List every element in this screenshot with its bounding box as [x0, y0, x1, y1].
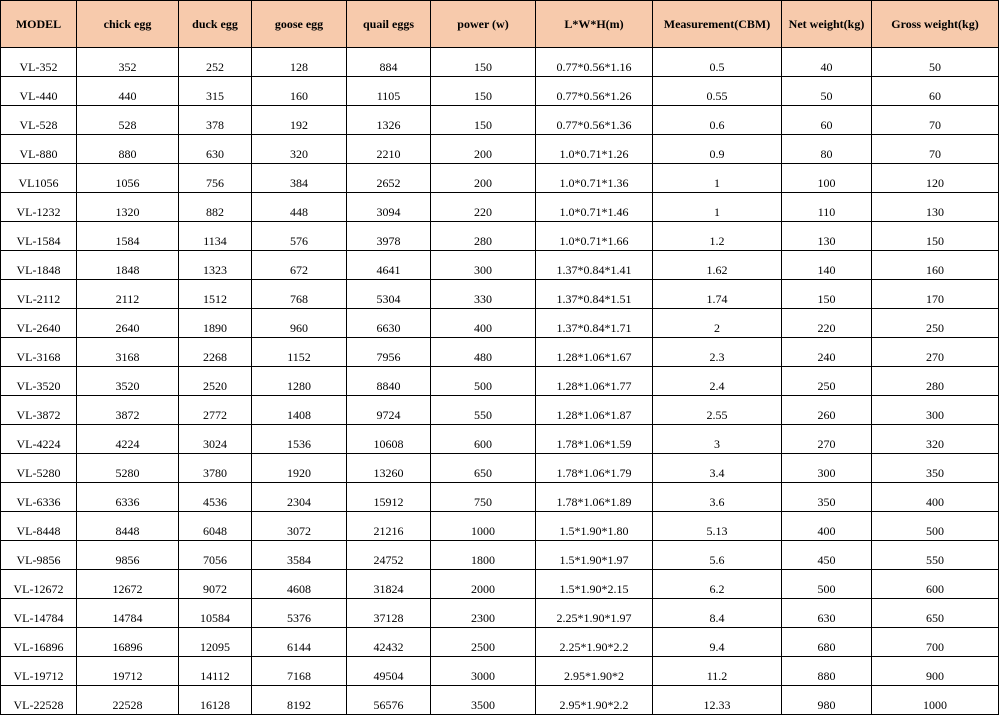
goose-egg-cell: 768	[252, 280, 347, 309]
dimensions-cell: 1.28*1.06*1.67	[536, 338, 653, 367]
gross-weight-cell: 1000	[872, 686, 999, 715]
model-cell: VL-880	[1, 135, 77, 164]
duck-egg-cell: 14112	[179, 657, 252, 686]
measurement-cell: 3.6	[653, 483, 782, 512]
gross-weight-cell: 160	[872, 251, 999, 280]
dimensions-cell: 1.28*1.06*1.87	[536, 396, 653, 425]
dimensions-cell: 1.5*1.90*1.97	[536, 541, 653, 570]
power-cell: 550	[431, 396, 536, 425]
duck-egg-cell: 7056	[179, 541, 252, 570]
duck-egg-cell: 6048	[179, 512, 252, 541]
dimensions-cell: 1.0*0.71*1.66	[536, 222, 653, 251]
quail-eggs-cell: 37128	[347, 599, 431, 628]
gross-weight-cell: 400	[872, 483, 999, 512]
net-weight-cell: 980	[782, 686, 872, 715]
net-weight-cell: 630	[782, 599, 872, 628]
model-cell: VL-9856	[1, 541, 77, 570]
measurement-cell: 0.5	[653, 48, 782, 77]
dimensions-cell: 1.28*1.06*1.77	[536, 367, 653, 396]
chick-egg-cell: 3168	[77, 338, 179, 367]
goose-egg-cell: 4608	[252, 570, 347, 599]
table-row	[1, 164, 999, 193]
header-chick-egg: chick egg	[77, 1, 179, 48]
measurement-cell: 1	[653, 193, 782, 222]
goose-egg-cell: 1536	[252, 425, 347, 454]
measurement-cell: 2.55	[653, 396, 782, 425]
chick-egg-cell: 6336	[77, 483, 179, 512]
net-weight-cell: 500	[782, 570, 872, 599]
goose-egg-cell: 3584	[252, 541, 347, 570]
dimensions-cell: 1.5*1.90*1.80	[536, 512, 653, 541]
measurement-cell: 1	[653, 164, 782, 193]
quail-eggs-cell: 24752	[347, 541, 431, 570]
header-quail-eggs: quail eggs	[347, 1, 431, 48]
goose-egg-cell: 6144	[252, 628, 347, 657]
quail-eggs-cell: 3094	[347, 193, 431, 222]
model-cell: VL-440	[1, 77, 77, 106]
dimensions-cell: 1.78*1.06*1.59	[536, 425, 653, 454]
gross-weight-cell: 270	[872, 338, 999, 367]
gross-weight-cell: 500	[872, 512, 999, 541]
gross-weight-cell: 150	[872, 222, 999, 251]
table-body	[1, 48, 999, 715]
duck-egg-cell: 16128	[179, 686, 252, 715]
net-weight-cell: 130	[782, 222, 872, 251]
chick-egg-cell: 352	[77, 48, 179, 77]
net-weight-cell: 680	[782, 628, 872, 657]
dimensions-cell: 1.78*1.06*1.89	[536, 483, 653, 512]
header-row	[1, 1, 999, 48]
goose-egg-cell: 3072	[252, 512, 347, 541]
power-cell: 1800	[431, 541, 536, 570]
quail-eggs-cell: 2210	[347, 135, 431, 164]
chick-egg-cell: 1848	[77, 251, 179, 280]
net-weight-cell: 220	[782, 309, 872, 338]
model-cell: VL-16896	[1, 628, 77, 657]
chick-egg-cell: 880	[77, 135, 179, 164]
goose-egg-cell: 192	[252, 106, 347, 135]
dimensions-cell: 2.25*1.90*2.2	[536, 628, 653, 657]
quail-eggs-cell: 4641	[347, 251, 431, 280]
chick-egg-cell: 1320	[77, 193, 179, 222]
chick-egg-cell: 2640	[77, 309, 179, 338]
measurement-cell: 2.3	[653, 338, 782, 367]
goose-egg-cell: 128	[252, 48, 347, 77]
duck-egg-cell: 2268	[179, 338, 252, 367]
duck-egg-cell: 4536	[179, 483, 252, 512]
measurement-cell: 1.74	[653, 280, 782, 309]
model-cell: VL-19712	[1, 657, 77, 686]
quail-eggs-cell: 13260	[347, 454, 431, 483]
power-cell: 500	[431, 367, 536, 396]
chick-egg-cell: 4224	[77, 425, 179, 454]
table-row	[1, 657, 999, 686]
quail-eggs-cell: 6630	[347, 309, 431, 338]
quail-eggs-cell: 56576	[347, 686, 431, 715]
duck-egg-cell: 12095	[179, 628, 252, 657]
measurement-cell: 11.2	[653, 657, 782, 686]
measurement-cell: 0.9	[653, 135, 782, 164]
model-cell: VL-1584	[1, 222, 77, 251]
chick-egg-cell: 19712	[77, 657, 179, 686]
header-duck-egg: duck egg	[179, 1, 252, 48]
dimensions-cell: 2.95*1.90*2	[536, 657, 653, 686]
duck-egg-cell: 9072	[179, 570, 252, 599]
net-weight-cell: 100	[782, 164, 872, 193]
net-weight-cell: 450	[782, 541, 872, 570]
quail-eggs-cell: 9724	[347, 396, 431, 425]
power-cell: 400	[431, 309, 536, 338]
chick-egg-cell: 5280	[77, 454, 179, 483]
measurement-cell: 2	[653, 309, 782, 338]
measurement-cell: 5.6	[653, 541, 782, 570]
table-row	[1, 251, 999, 280]
duck-egg-cell: 1890	[179, 309, 252, 338]
goose-egg-cell: 384	[252, 164, 347, 193]
model-cell: VL-1232	[1, 193, 77, 222]
goose-egg-cell: 1280	[252, 367, 347, 396]
chick-egg-cell: 12672	[77, 570, 179, 599]
measurement-cell: 5.13	[653, 512, 782, 541]
power-cell: 220	[431, 193, 536, 222]
quail-eggs-cell: 31824	[347, 570, 431, 599]
gross-weight-cell: 280	[872, 367, 999, 396]
power-cell: 300	[431, 251, 536, 280]
gross-weight-cell: 350	[872, 454, 999, 483]
measurement-cell: 1.2	[653, 222, 782, 251]
dimensions-cell: 1.37*0.84*1.51	[536, 280, 653, 309]
net-weight-cell: 140	[782, 251, 872, 280]
dimensions-cell: 1.0*0.71*1.36	[536, 164, 653, 193]
dimensions-cell: 1.0*0.71*1.46	[536, 193, 653, 222]
model-cell: VL-1848	[1, 251, 77, 280]
model-cell: VL-8448	[1, 512, 77, 541]
table-row	[1, 280, 999, 309]
duck-egg-cell: 3780	[179, 454, 252, 483]
quail-eggs-cell: 1105	[347, 77, 431, 106]
quail-eggs-cell: 10608	[347, 425, 431, 454]
power-cell: 3500	[431, 686, 536, 715]
table-row	[1, 483, 999, 512]
power-cell: 330	[431, 280, 536, 309]
power-cell: 750	[431, 483, 536, 512]
duck-egg-cell: 2772	[179, 396, 252, 425]
power-cell: 2500	[431, 628, 536, 657]
net-weight-cell: 270	[782, 425, 872, 454]
measurement-cell: 3.4	[653, 454, 782, 483]
table-row	[1, 309, 999, 338]
duck-egg-cell: 378	[179, 106, 252, 135]
net-weight-cell: 400	[782, 512, 872, 541]
goose-egg-cell: 8192	[252, 686, 347, 715]
net-weight-cell: 110	[782, 193, 872, 222]
model-cell: VL-6336	[1, 483, 77, 512]
chick-egg-cell: 1584	[77, 222, 179, 251]
gross-weight-cell: 550	[872, 541, 999, 570]
duck-egg-cell: 630	[179, 135, 252, 164]
chick-egg-cell: 2112	[77, 280, 179, 309]
header-net-weight: Net weight(kg)	[782, 1, 872, 48]
chick-egg-cell: 8448	[77, 512, 179, 541]
quail-eggs-cell: 3978	[347, 222, 431, 251]
goose-egg-cell: 5376	[252, 599, 347, 628]
chick-egg-cell: 440	[77, 77, 179, 106]
gross-weight-cell: 170	[872, 280, 999, 309]
table-row	[1, 599, 999, 628]
chick-egg-cell: 9856	[77, 541, 179, 570]
power-cell: 150	[431, 106, 536, 135]
table-row	[1, 512, 999, 541]
dimensions-cell: 0.77*0.56*1.36	[536, 106, 653, 135]
dimensions-cell: 1.37*0.84*1.41	[536, 251, 653, 280]
model-cell: VL-4224	[1, 425, 77, 454]
goose-egg-cell: 576	[252, 222, 347, 251]
dimensions-cell: 2.25*1.90*1.97	[536, 599, 653, 628]
table-row	[1, 48, 999, 77]
gross-weight-cell: 50	[872, 48, 999, 77]
power-cell: 2300	[431, 599, 536, 628]
power-cell: 3000	[431, 657, 536, 686]
model-cell: VL-3872	[1, 396, 77, 425]
duck-egg-cell: 10584	[179, 599, 252, 628]
power-cell: 280	[431, 222, 536, 251]
header-measurement: Measurement(CBM)	[653, 1, 782, 48]
quail-eggs-cell: 49504	[347, 657, 431, 686]
table-row	[1, 338, 999, 367]
chick-egg-cell: 16896	[77, 628, 179, 657]
chick-egg-cell: 528	[77, 106, 179, 135]
measurement-cell: 2.4	[653, 367, 782, 396]
duck-egg-cell: 3024	[179, 425, 252, 454]
net-weight-cell: 250	[782, 367, 872, 396]
gross-weight-cell: 700	[872, 628, 999, 657]
dimensions-cell: 1.37*0.84*1.71	[536, 309, 653, 338]
goose-egg-cell: 960	[252, 309, 347, 338]
model-cell: VL-22528	[1, 686, 77, 715]
measurement-cell: 1.62	[653, 251, 782, 280]
dimensions-cell: 1.5*1.90*2.15	[536, 570, 653, 599]
quail-eggs-cell: 8840	[347, 367, 431, 396]
table-row	[1, 541, 999, 570]
table-row	[1, 454, 999, 483]
gross-weight-cell: 70	[872, 106, 999, 135]
measurement-cell: 12.33	[653, 686, 782, 715]
model-cell: VL-2640	[1, 309, 77, 338]
gross-weight-cell: 70	[872, 135, 999, 164]
chick-egg-cell: 1056	[77, 164, 179, 193]
table-row	[1, 193, 999, 222]
net-weight-cell: 60	[782, 106, 872, 135]
net-weight-cell: 150	[782, 280, 872, 309]
dimensions-cell: 2.95*1.90*2.2	[536, 686, 653, 715]
table-row	[1, 106, 999, 135]
measurement-cell: 9.4	[653, 628, 782, 657]
measurement-cell: 0.6	[653, 106, 782, 135]
gross-weight-cell: 300	[872, 396, 999, 425]
net-weight-cell: 240	[782, 338, 872, 367]
duck-egg-cell: 1134	[179, 222, 252, 251]
goose-egg-cell: 1408	[252, 396, 347, 425]
gross-weight-cell: 120	[872, 164, 999, 193]
gross-weight-cell: 900	[872, 657, 999, 686]
header-dimensions: L*W*H(m)	[536, 1, 653, 48]
quail-eggs-cell: 884	[347, 48, 431, 77]
measurement-cell: 8.4	[653, 599, 782, 628]
dimensions-cell: 0.77*0.56*1.26	[536, 77, 653, 106]
model-cell: VL1056	[1, 164, 77, 193]
power-cell: 200	[431, 135, 536, 164]
net-weight-cell: 350	[782, 483, 872, 512]
power-cell: 150	[431, 48, 536, 77]
power-cell: 480	[431, 338, 536, 367]
duck-egg-cell: 252	[179, 48, 252, 77]
goose-egg-cell: 160	[252, 77, 347, 106]
duck-egg-cell: 882	[179, 193, 252, 222]
model-cell: VL-3520	[1, 367, 77, 396]
table-row	[1, 686, 999, 715]
net-weight-cell: 880	[782, 657, 872, 686]
header-goose-egg: goose egg	[252, 1, 347, 48]
table-row	[1, 570, 999, 599]
power-cell: 1000	[431, 512, 536, 541]
table-row	[1, 77, 999, 106]
table-row	[1, 222, 999, 251]
goose-egg-cell: 1152	[252, 338, 347, 367]
model-cell: VL-3168	[1, 338, 77, 367]
dimensions-cell: 1.78*1.06*1.79	[536, 454, 653, 483]
measurement-cell: 3	[653, 425, 782, 454]
goose-egg-cell: 1920	[252, 454, 347, 483]
table-row	[1, 367, 999, 396]
duck-egg-cell: 1323	[179, 251, 252, 280]
net-weight-cell: 80	[782, 135, 872, 164]
dimensions-cell: 0.77*0.56*1.16	[536, 48, 653, 77]
gross-weight-cell: 250	[872, 309, 999, 338]
quail-eggs-cell: 42432	[347, 628, 431, 657]
quail-eggs-cell: 7956	[347, 338, 431, 367]
dimensions-cell: 1.0*0.71*1.26	[536, 135, 653, 164]
header-power: power (w)	[431, 1, 536, 48]
table-row	[1, 135, 999, 164]
net-weight-cell: 40	[782, 48, 872, 77]
power-cell: 600	[431, 425, 536, 454]
goose-egg-cell: 7168	[252, 657, 347, 686]
quail-eggs-cell: 1326	[347, 106, 431, 135]
duck-egg-cell: 756	[179, 164, 252, 193]
table-row	[1, 628, 999, 657]
quail-eggs-cell: 2652	[347, 164, 431, 193]
goose-egg-cell: 2304	[252, 483, 347, 512]
power-cell: 2000	[431, 570, 536, 599]
table-row	[1, 425, 999, 454]
model-cell: VL-14784	[1, 599, 77, 628]
gross-weight-cell: 600	[872, 570, 999, 599]
chick-egg-cell: 3872	[77, 396, 179, 425]
model-cell: VL-12672	[1, 570, 77, 599]
quail-eggs-cell: 15912	[347, 483, 431, 512]
measurement-cell: 0.55	[653, 77, 782, 106]
table-row	[1, 396, 999, 425]
power-cell: 650	[431, 454, 536, 483]
header-gross-weight: Gross weight(kg)	[872, 1, 999, 48]
goose-egg-cell: 320	[252, 135, 347, 164]
duck-egg-cell: 1512	[179, 280, 252, 309]
quail-eggs-cell: 21216	[347, 512, 431, 541]
model-cell: VL-352	[1, 48, 77, 77]
goose-egg-cell: 672	[252, 251, 347, 280]
measurement-cell: 6.2	[653, 570, 782, 599]
gross-weight-cell: 320	[872, 425, 999, 454]
net-weight-cell: 260	[782, 396, 872, 425]
gross-weight-cell: 130	[872, 193, 999, 222]
model-cell: VL-2112	[1, 280, 77, 309]
duck-egg-cell: 2520	[179, 367, 252, 396]
power-cell: 150	[431, 77, 536, 106]
model-cell: VL-5280	[1, 454, 77, 483]
model-cell: VL-528	[1, 106, 77, 135]
duck-egg-cell: 315	[179, 77, 252, 106]
gross-weight-cell: 650	[872, 599, 999, 628]
net-weight-cell: 50	[782, 77, 872, 106]
chick-egg-cell: 14784	[77, 599, 179, 628]
goose-egg-cell: 448	[252, 193, 347, 222]
power-cell: 200	[431, 164, 536, 193]
header-model: MODEL	[1, 1, 77, 48]
gross-weight-cell: 60	[872, 77, 999, 106]
net-weight-cell: 300	[782, 454, 872, 483]
chick-egg-cell: 3520	[77, 367, 179, 396]
quail-eggs-cell: 5304	[347, 280, 431, 309]
chick-egg-cell: 22528	[77, 686, 179, 715]
